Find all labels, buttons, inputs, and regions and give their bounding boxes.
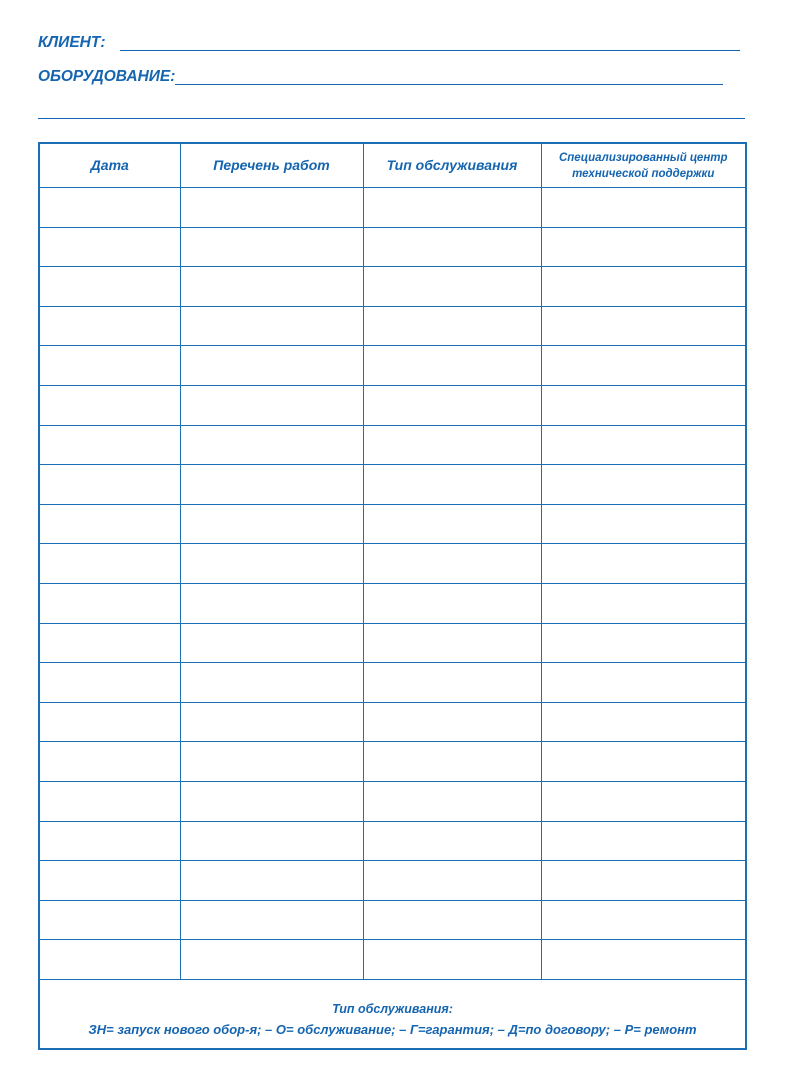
table-body: [40, 188, 745, 980]
table-row: [40, 425, 745, 465]
cell-service-type[interactable]: [363, 781, 541, 821]
cell-service-center[interactable]: [541, 544, 745, 584]
cell-service-type[interactable]: [363, 465, 541, 505]
legend-items: ЗН= запуск нового обор-я; – О= обслуживание; – Г=гарантия; – Д=по договору; – Р= ремонт: [88, 1022, 697, 1037]
client-field: [38, 34, 740, 52]
cell-work-list[interactable]: [180, 544, 363, 584]
client-blank-line[interactable]: [120, 50, 740, 51]
cell-service-center[interactable]: [541, 227, 745, 267]
cell-service-type[interactable]: [363, 504, 541, 544]
cell-work-list[interactable]: [180, 702, 363, 742]
cell-work-list[interactable]: [180, 227, 363, 267]
cell-service-center[interactable]: [541, 821, 745, 861]
cell-date[interactable]: [40, 188, 180, 228]
legend-title: Тип обслуживания:: [332, 1002, 453, 1016]
cell-service-type[interactable]: [363, 861, 541, 901]
table-row: [40, 465, 745, 505]
cell-work-list[interactable]: [180, 188, 363, 228]
cell-service-center[interactable]: [541, 583, 745, 623]
table-row: [40, 583, 745, 623]
cell-service-type[interactable]: [363, 425, 541, 465]
table-row: [40, 861, 745, 901]
cell-date[interactable]: [40, 425, 180, 465]
cell-work-list[interactable]: [180, 742, 363, 782]
client-label: КЛИЕНТ:: [38, 34, 106, 51]
cell-service-center[interactable]: [541, 742, 745, 782]
table-row: [40, 267, 745, 307]
table-row: [40, 227, 745, 267]
cell-service-type[interactable]: [363, 267, 541, 307]
cell-service-type[interactable]: [363, 742, 541, 782]
cell-date[interactable]: [40, 900, 180, 940]
cell-date[interactable]: [40, 861, 180, 901]
cell-service-center[interactable]: [541, 504, 745, 544]
cell-work-list[interactable]: [180, 425, 363, 465]
cell-work-list[interactable]: [180, 821, 363, 861]
header-date: Дата: [40, 144, 180, 188]
cell-service-type[interactable]: [363, 900, 541, 940]
cell-date[interactable]: [40, 267, 180, 307]
cell-service-center[interactable]: [541, 346, 745, 386]
table-row: [40, 385, 745, 425]
cell-work-list[interactable]: [180, 346, 363, 386]
cell-service-type[interactable]: [363, 583, 541, 623]
cell-date[interactable]: [40, 306, 180, 346]
table-row: [40, 663, 745, 703]
cell-service-type[interactable]: [363, 385, 541, 425]
cell-date[interactable]: [40, 346, 180, 386]
cell-service-type[interactable]: [363, 306, 541, 346]
cell-work-list[interactable]: [180, 306, 363, 346]
table-row: [40, 781, 745, 821]
cell-service-center[interactable]: [541, 623, 745, 663]
cell-service-center[interactable]: [541, 267, 745, 307]
table-row: [40, 188, 745, 228]
table-row: [40, 623, 745, 663]
cell-service-center[interactable]: [541, 306, 745, 346]
cell-date[interactable]: [40, 583, 180, 623]
table-row: [40, 346, 745, 386]
cell-service-type[interactable]: [363, 623, 541, 663]
cell-service-type[interactable]: [363, 663, 541, 703]
cell-work-list[interactable]: [180, 465, 363, 505]
cell-service-center[interactable]: [541, 781, 745, 821]
table-row: [40, 544, 745, 584]
cell-work-list[interactable]: [180, 623, 363, 663]
cell-service-center[interactable]: [541, 702, 745, 742]
cell-date[interactable]: [40, 940, 180, 980]
cell-work-list[interactable]: [180, 861, 363, 901]
cell-work-list[interactable]: [180, 504, 363, 544]
cell-date[interactable]: [40, 742, 180, 782]
table-row: [40, 742, 745, 782]
table-row: [40, 940, 745, 980]
cell-date[interactable]: [40, 663, 180, 703]
service-type-legend: [40, 996, 745, 1048]
cell-service-center[interactable]: [541, 940, 745, 980]
cell-work-list[interactable]: [180, 663, 363, 703]
cell-work-list[interactable]: [180, 781, 363, 821]
cell-work-list[interactable]: [180, 267, 363, 307]
cell-date[interactable]: [40, 821, 180, 861]
cell-work-list[interactable]: [180, 900, 363, 940]
equipment-blank-line[interactable]: [175, 84, 723, 85]
table-row: [40, 702, 745, 742]
cell-date[interactable]: [40, 781, 180, 821]
table-header-row: [40, 144, 745, 188]
cell-service-type[interactable]: [363, 188, 541, 228]
cell-service-center[interactable]: [541, 465, 745, 505]
cell-service-center[interactable]: [541, 663, 745, 703]
cell-service-type[interactable]: [363, 227, 541, 267]
header-work-list: Перечень работ: [180, 144, 363, 188]
cell-service-type[interactable]: [363, 821, 541, 861]
service-log-table: [40, 144, 745, 980]
cell-date[interactable]: [40, 227, 180, 267]
cell-service-center[interactable]: [541, 188, 745, 228]
cell-service-type[interactable]: [363, 940, 541, 980]
header-service-center: Специализированный центр технической поддержки: [541, 144, 745, 188]
table-row: [40, 306, 745, 346]
cell-work-list[interactable]: [180, 940, 363, 980]
cell-service-center[interactable]: [541, 861, 745, 901]
cell-date[interactable]: [40, 385, 180, 425]
header-service-type: Тип обслуживания: [363, 144, 541, 188]
cell-date[interactable]: [40, 504, 180, 544]
cell-work-list[interactable]: [180, 385, 363, 425]
cell-service-type[interactable]: [363, 544, 541, 584]
cell-work-list[interactable]: [180, 583, 363, 623]
cell-date[interactable]: [40, 623, 180, 663]
table-row: [40, 504, 745, 544]
equipment-label: ОБОРУДОВАНИЕ:: [38, 68, 176, 85]
cell-service-type[interactable]: [363, 702, 541, 742]
table-row: [40, 900, 745, 940]
cell-date[interactable]: [40, 465, 180, 505]
table-row: [40, 821, 745, 861]
equipment-field: [38, 68, 723, 86]
cell-service-center[interactable]: [541, 425, 745, 465]
cell-service-center[interactable]: [541, 900, 745, 940]
equipment-blank-line-continued[interactable]: [38, 118, 745, 119]
cell-service-center[interactable]: [541, 385, 745, 425]
service-log-table-frame: [38, 142, 747, 1050]
cell-service-type[interactable]: [363, 346, 541, 386]
cell-date[interactable]: [40, 702, 180, 742]
cell-date[interactable]: [40, 544, 180, 584]
